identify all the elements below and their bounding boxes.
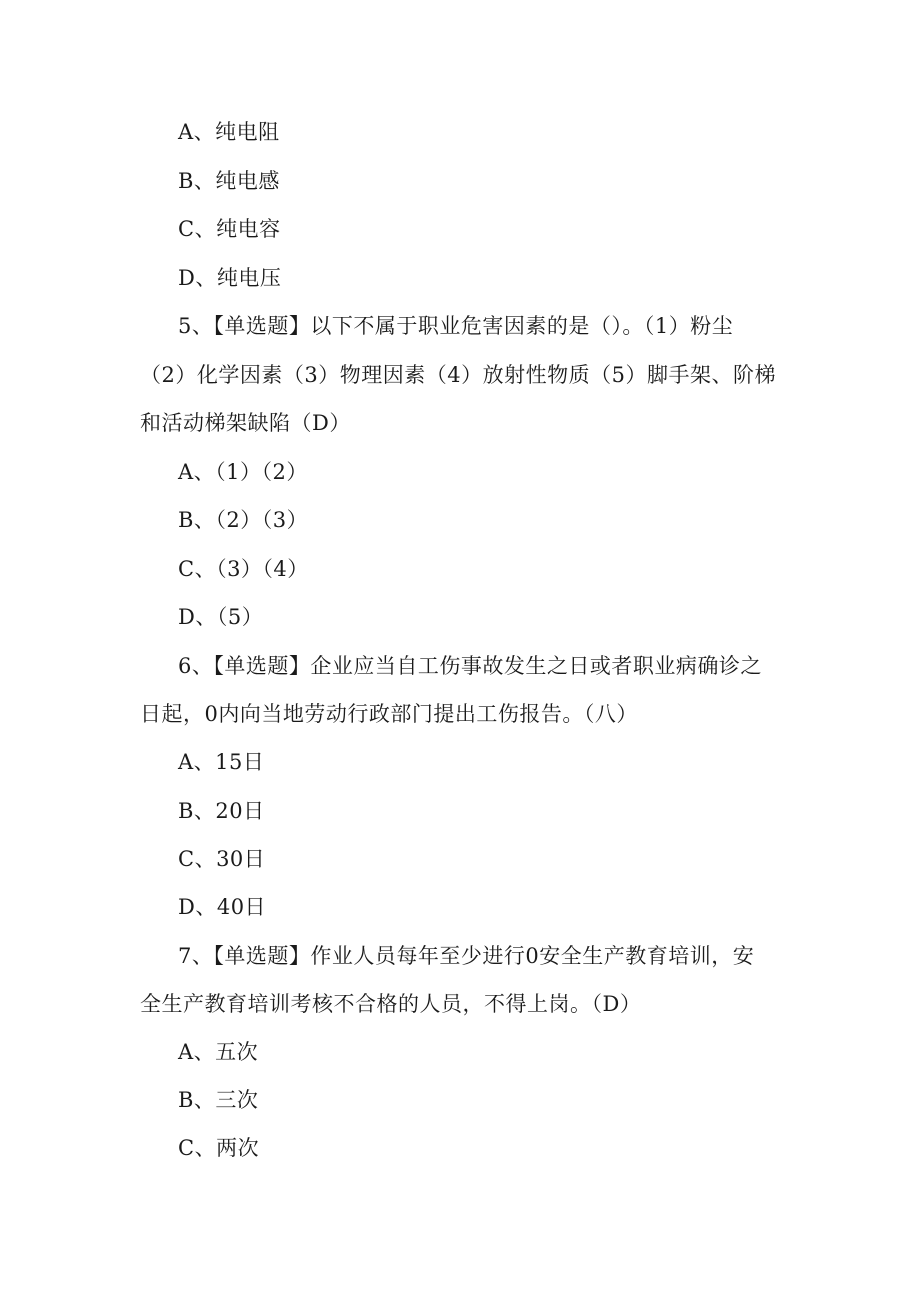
question-7-option-c: C、两次 bbox=[178, 1136, 260, 1160]
question-5-option-a: A、（1）（2） bbox=[178, 460, 308, 484]
option-a: A、纯电阻 bbox=[178, 120, 280, 144]
question-6-option-d: D、40日 bbox=[178, 895, 267, 919]
question-5-option-c: C、（3）（4） bbox=[178, 557, 309, 581]
question-7-stem-1: 作业人员每年至少进行0安全生产教育培训，安 bbox=[310, 944, 755, 968]
question-7-option-a: A、五次 bbox=[178, 1040, 259, 1064]
question-7-line-1 bbox=[178, 942, 754, 970]
question-6-line-1 bbox=[178, 652, 762, 680]
question-5-stem-2: （2）化学因素（3）物理因素（4）放射性物质（5）脚手架、阶梯 bbox=[140, 363, 776, 387]
option-c: C、纯电容 bbox=[178, 217, 281, 241]
question-7-number: 7、【单选题】 bbox=[178, 944, 311, 968]
question-5-option-b: B、（2）（3） bbox=[178, 508, 309, 532]
question-6-option-b: B、20日 bbox=[178, 799, 265, 823]
question-5-option-d: D、（5） bbox=[178, 605, 264, 629]
question-6-stem-1: 企业应当自工伤事故发生之日或者职业病确诊之 bbox=[310, 654, 762, 678]
question-5-number: 5、【单选题】 bbox=[178, 314, 311, 338]
option-b: B、纯电感 bbox=[178, 169, 280, 193]
question-6-stem-2: 日起，0内向当地劳动行政部门提出工伤报告。（八） bbox=[140, 702, 638, 726]
question-6-option-a: A、15日 bbox=[178, 750, 265, 774]
question-6-option-c: C、30日 bbox=[178, 847, 266, 871]
question-6-number: 6、【单选题】 bbox=[178, 654, 311, 678]
question-7-stem-2: 全生产教育培训考核不合格的人员，不得上岗。（D） bbox=[140, 992, 642, 1016]
question-5-line-1 bbox=[178, 312, 733, 340]
question-7-option-b: B、三次 bbox=[178, 1088, 259, 1112]
question-5-stem-3: 和活动梯架缺陷（D） bbox=[140, 411, 351, 435]
question-5-stem-1: 以下不属于职业危害因素的是（）。（1）粉尘 bbox=[310, 314, 734, 338]
option-d: D、纯电压 bbox=[178, 266, 282, 290]
